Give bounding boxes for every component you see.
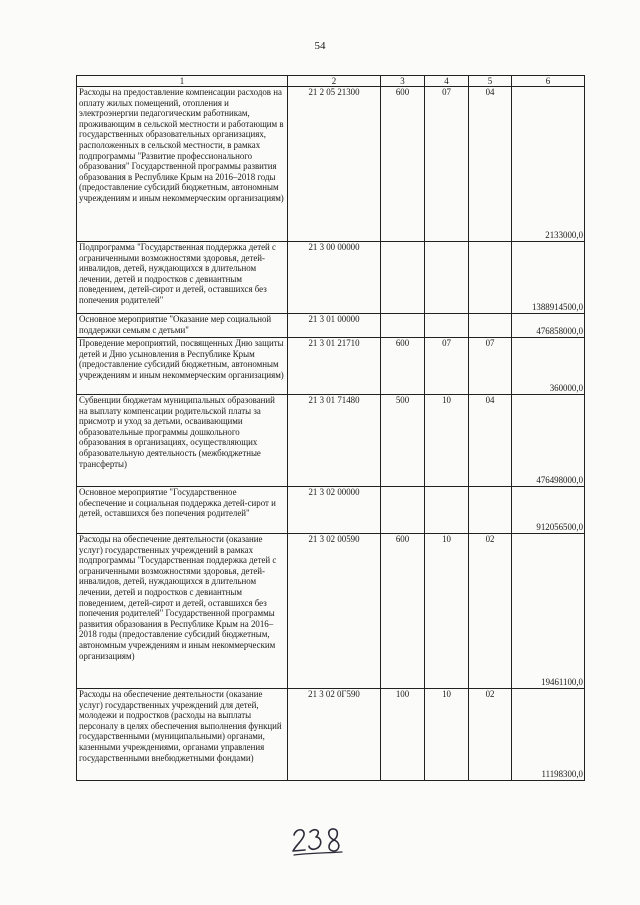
expense-name: Расходы на обеспечение деятельности (оказание услуг) государственных учреждений в рамках подпрограммы "Государственная поддержка детей с ограниченными возможностями здоровья, детей-инвалидов, детей, нуждающихся в длительном лечении, детей и подростков с девиантным поведением, детей-сирот и детей, оставшихся без попечения родителей" Государственной программы развития образования в Республике Крым на 2016–2018 годы (предоставление субсидий бюджетным, автономным учреждениям и иным некоммерческим организациям) xyxy=(77,534,288,689)
section-code: 07 xyxy=(425,338,469,395)
expense-name: Субвенции бюджетам муниципальных образований на выплату компенсации родительской платы за присмотр и уход за детьми, осваивающими образовательные программы дошкольного образования в организациях, осуществляющих образовательную деятельность (межбюджетные трансферты) xyxy=(77,395,288,487)
section-code: 10 xyxy=(425,689,469,781)
program-code: 21 3 01 21710 xyxy=(288,338,381,395)
subsection-code xyxy=(469,242,512,314)
column-header: 5 xyxy=(469,76,512,87)
expense-name: Основное мероприятие "Государственное обеспечение и социальная поддержка детей-сирот и детей, оставшихся без попечения родителей" xyxy=(77,487,288,534)
column-header: 6 xyxy=(512,76,585,87)
program-code: 21 3 02 0Г590 xyxy=(288,689,381,781)
expense-name: Основное мероприятие "Оказание мер социальной поддержки семьям с детьми" xyxy=(77,314,288,338)
table-row xyxy=(77,534,585,689)
expense-type-code: 600 xyxy=(381,87,425,242)
subsection-code: 02 xyxy=(469,534,512,689)
amount: 476858000,0 xyxy=(512,314,585,338)
expense-type-code: 600 xyxy=(381,534,425,689)
section-code xyxy=(425,242,469,314)
expense-type-code: 600 xyxy=(381,338,425,395)
expense-type-code xyxy=(381,487,425,534)
column-header: 4 xyxy=(425,76,469,87)
amount: 1388914500,0 xyxy=(512,242,585,314)
subsection-code xyxy=(469,487,512,534)
program-code: 21 2 05 21300 xyxy=(288,87,381,242)
expense-type-code: 100 xyxy=(381,689,425,781)
program-code: 21 3 01 00000 xyxy=(288,314,381,338)
program-code: 21 3 02 00590 xyxy=(288,534,381,689)
subsection-code xyxy=(469,314,512,338)
amount: 19461100,0 xyxy=(512,534,585,689)
expense-type-code xyxy=(381,314,425,338)
expense-name: Проведение мероприятий, посвященных Дню защиты детей и Дню усыновления в Республике Крым (предоставление субсидий бюджетным, автономным учреждениям и иным некоммерческим организациям) xyxy=(77,338,288,395)
column-header: 3 xyxy=(381,76,425,87)
program-code: 21 3 00 00000 xyxy=(288,242,381,314)
section-code: 10 xyxy=(425,534,469,689)
amount: 360000,0 xyxy=(512,338,585,395)
table-row xyxy=(77,487,585,534)
table-header-row xyxy=(77,76,585,87)
subsection-code: 04 xyxy=(469,87,512,242)
section-code xyxy=(425,487,469,534)
column-header: 1 xyxy=(77,76,288,87)
expense-type-code xyxy=(381,242,425,314)
subsection-code: 02 xyxy=(469,689,512,781)
amount: 2133000,0 xyxy=(512,87,585,242)
table-row xyxy=(77,395,585,487)
section-code: 10 xyxy=(425,395,469,487)
expense-name: Подпрограмма "Государственная поддержка детей с ограниченными возможностями здоровья, детей-инвалидов, детей, нуждающихся в длительном лечении, детей и подростков с девиантным поведением, детей-сирот и детей, оставшихся без попечения родителей" xyxy=(77,242,288,314)
amount: 476498000,0 xyxy=(512,395,585,487)
section-code: 07 xyxy=(425,87,469,242)
subsection-code: 07 xyxy=(469,338,512,395)
budget-table xyxy=(76,75,585,781)
column-header: 2 xyxy=(288,76,381,87)
amount: 11198300,0 xyxy=(512,689,585,781)
amount: 912056500,0 xyxy=(512,487,585,534)
table-row xyxy=(77,87,585,242)
subsection-code: 04 xyxy=(469,395,512,487)
table-row xyxy=(77,689,585,781)
table-row xyxy=(77,338,585,395)
program-code: 21 3 02 00000 xyxy=(288,487,381,534)
expense-name: Расходы на обеспечение деятельности (оказание услуг) государственных учреждений для детей, молодежи и подростков (расходы на выплаты персоналу в целях обеспечения выполнения функций государственными (муниципальными) органами, казенными учреждениями, органами управления государственными внебюджетными фондами) xyxy=(77,689,288,781)
table-row xyxy=(77,242,585,314)
table-row xyxy=(77,314,585,338)
page-number: 54 xyxy=(314,40,326,52)
expense-name: Расходы на предоставление компенсации расходов на оплату жилых помещений, отопления и электроэнергии педагогическим работникам, проживающим в сельской местности и работающим в государственных образовательных организациях, расположенных в сельской местности, в рамках подпрограммы "Развитие профессионального образования" Государственной программы развития образования в Республике Крым на 2016–2018 годы (предоставление субсидий бюджетным, автономным учреждениям и иным некоммерческим организациям) xyxy=(77,87,288,242)
program-code: 21 3 01 71480 xyxy=(288,395,381,487)
expense-type-code: 500 xyxy=(381,395,425,487)
section-code xyxy=(425,314,469,338)
handwritten-page-signature xyxy=(288,822,348,862)
